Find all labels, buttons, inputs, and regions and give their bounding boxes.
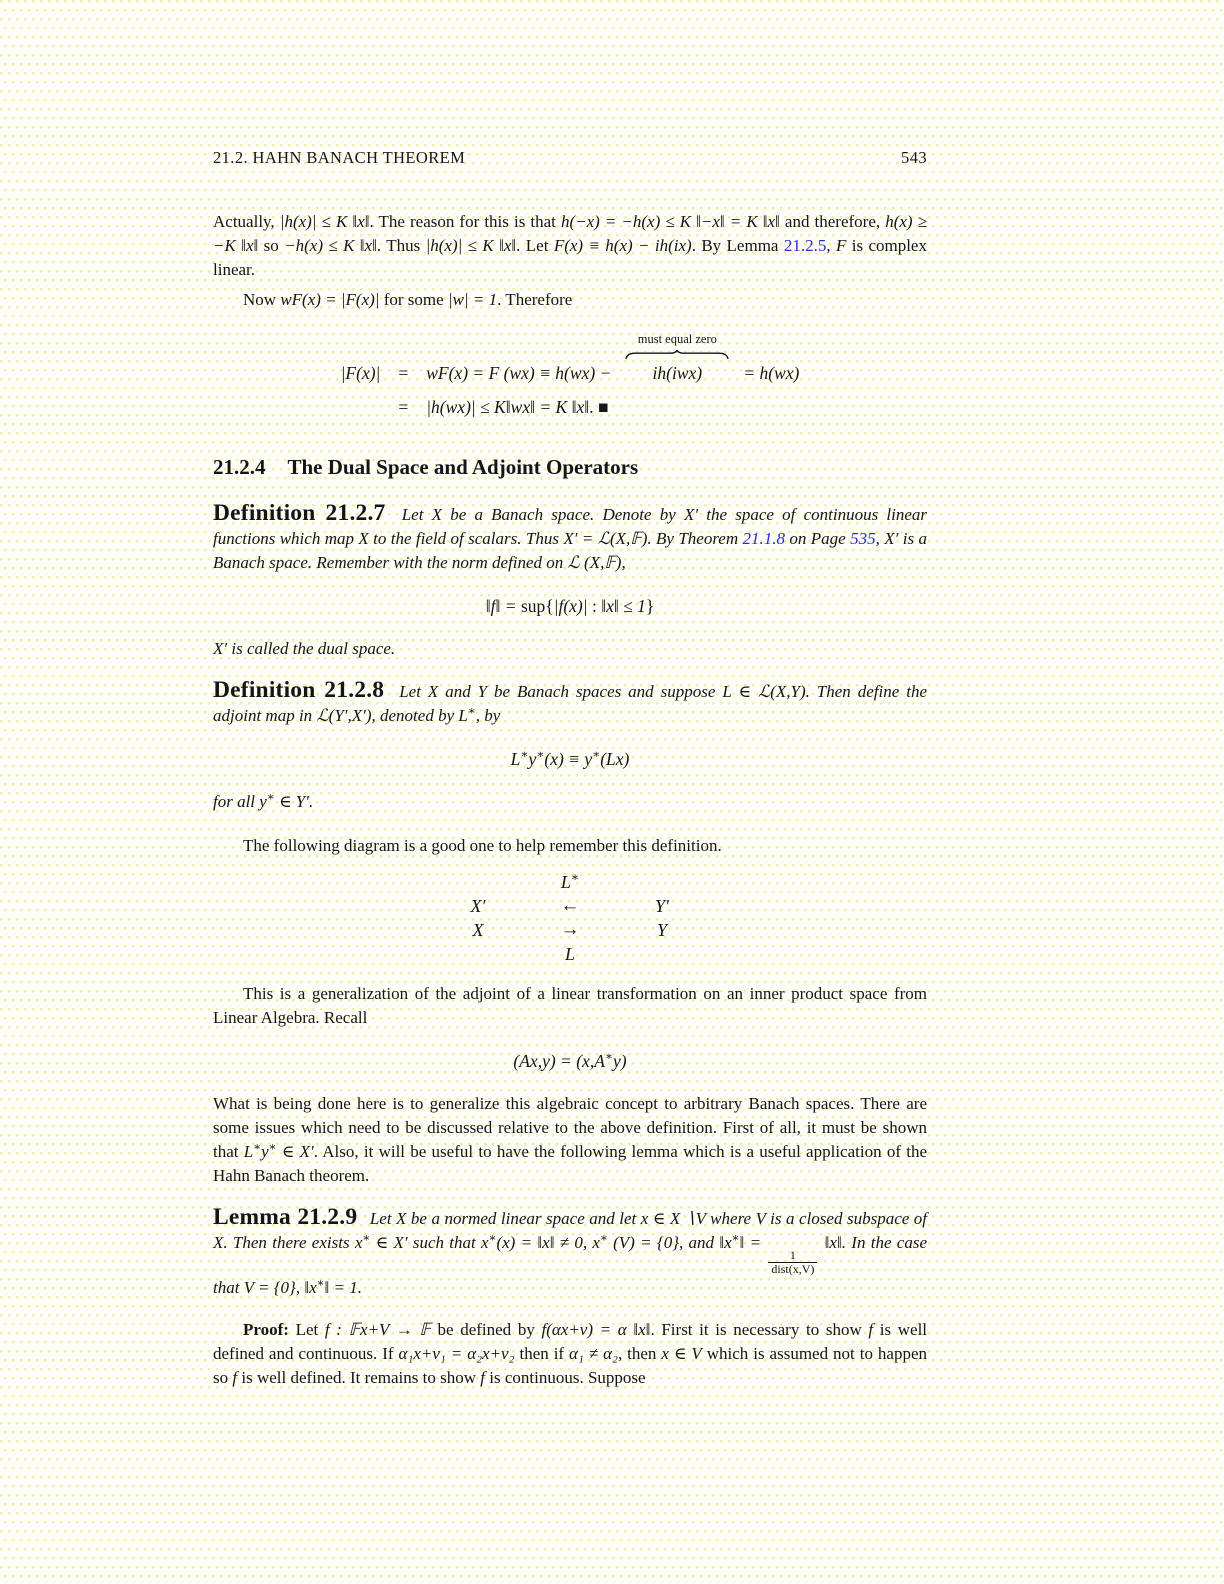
text-segment: h(−x) = −h(x) ≤ K ‖−x‖ = K ‖x‖ bbox=[560, 212, 780, 231]
text-segment: ∗ bbox=[604, 1049, 613, 1064]
display-equation-adjoint bbox=[213, 746, 927, 772]
text-segment: Proof: bbox=[243, 1319, 296, 1339]
paragraph-proof bbox=[213, 1318, 927, 1390]
paragraph-actually bbox=[213, 210, 927, 282]
text-segment: The following diagram is a good one to help remember this definition. bbox=[243, 836, 722, 855]
display-equation-inner-product bbox=[213, 1048, 927, 1074]
text-segment: h(x) ≥ −K ‖x‖ bbox=[213, 212, 927, 255]
ref-link[interactable]: 21.1.8 bbox=[742, 529, 786, 548]
equation-rhs-text bbox=[426, 395, 608, 419]
text-segment: ‖f‖ = bbox=[485, 596, 521, 616]
equation-rhs-pre bbox=[426, 361, 611, 385]
text-segment: y bbox=[261, 1142, 269, 1161]
text-segment: . By Lemma bbox=[691, 236, 784, 255]
diagram-Y: Y bbox=[656, 920, 667, 940]
text-segment: and therefore, bbox=[779, 212, 886, 231]
equation-rhs-line1 bbox=[426, 332, 799, 385]
text-segment: f bbox=[232, 1367, 238, 1387]
text-segment: (x) = ‖x‖ ≠ 0, x bbox=[496, 1233, 600, 1252]
text-segment: then if bbox=[514, 1343, 570, 1363]
text-segment: wF(x) = |F(x)| bbox=[280, 290, 380, 309]
subsection-heading bbox=[213, 453, 927, 482]
text-segment: ∈ X′ bbox=[276, 1142, 314, 1161]
text-segment: wF(x) = F (wx) ≡ h(wx) − bbox=[426, 363, 612, 383]
text-segment: |f(x)| bbox=[553, 596, 588, 616]
text-segment: Let X be a Banach space. Denote by X′ the space of continuous linear functions which map X to the field of scalars. Thus X′ = ℒ(X,𝔽). By Theorem bbox=[213, 505, 927, 548]
text-segment: is continuous. Suppose bbox=[485, 1367, 646, 1387]
definition-21-2-7 bbox=[213, 500, 927, 575]
text-segment: be defined by bbox=[430, 1319, 542, 1339]
text-segment: , bbox=[826, 236, 836, 255]
text-segment: ∗ bbox=[731, 1231, 740, 1245]
running-head-title: 21.2. HAHN BANACH THEOREM bbox=[213, 148, 466, 167]
text-segment: |h(x)| ≤ K ‖x‖ bbox=[279, 212, 370, 231]
text-segment: ‖ = 1. bbox=[324, 1277, 363, 1297]
text-segment: α₁ ≠ α₂ bbox=[569, 1343, 618, 1363]
paragraph-diagram-intro bbox=[213, 834, 927, 858]
text-segment: ∗ bbox=[520, 747, 529, 762]
text-segment: f(αx+v) = α ‖x‖ bbox=[541, 1319, 651, 1339]
paragraph-dual-space bbox=[213, 637, 927, 661]
diagram-L: L bbox=[564, 944, 575, 964]
lemma-21-2-9 bbox=[213, 1204, 927, 1300]
paragraph-generalization bbox=[213, 982, 927, 1030]
text-segment: α₁x+v₁ = α₂x+v₂ bbox=[398, 1343, 515, 1363]
definition-heading: Definition 21.2.7 bbox=[213, 500, 386, 526]
diagram-X: X bbox=[472, 920, 484, 940]
text-segment: so bbox=[258, 236, 285, 255]
overbrace-label: must equal zero bbox=[637, 332, 717, 346]
display-equation-norm bbox=[213, 593, 927, 619]
text-segment: , X′ is a Banach space. Remember with the norm defined on ℒ (X,𝔽), bbox=[213, 529, 927, 572]
text-segment: |F(x)| bbox=[340, 363, 381, 383]
lemma-heading: Lemma 21.2.9 bbox=[213, 1204, 358, 1230]
text-segment: ∈ X′ such that x bbox=[370, 1233, 489, 1252]
adjoint-diagram bbox=[213, 870, 927, 966]
definition-21-2-8 bbox=[213, 677, 927, 728]
text-segment: , by bbox=[475, 706, 501, 725]
text-segment: ∗ bbox=[599, 1231, 608, 1245]
diagram-Y-prime: Y′ bbox=[655, 896, 669, 916]
text-segment: . Thus bbox=[376, 236, 426, 255]
display-equation-eqnarray bbox=[213, 332, 927, 419]
text-block bbox=[213, 146, 927, 1390]
text-segment: y bbox=[528, 749, 537, 769]
equation-braced-term bbox=[653, 361, 703, 385]
ref-link[interactable]: 535 bbox=[850, 529, 876, 548]
text-segment: Let X be a normed linear space and let x ∈ X ∖V where V is a closed subspace of X. Then there exists x bbox=[213, 1209, 928, 1252]
text-segment: (x) ≡ y bbox=[544, 749, 593, 769]
equation-rhs-line2 bbox=[426, 395, 799, 419]
text-segment: ∗ bbox=[253, 1140, 262, 1154]
text-segment: −h(x) ≤ K ‖x‖ bbox=[284, 236, 377, 255]
text-segment: This is a generalization of the adjoint of a linear transformation on an inner product space from Linear Algebra. Recall bbox=[213, 984, 927, 1027]
definition-heading: Definition 21.2.8 bbox=[213, 677, 385, 703]
text-segment: . ■ bbox=[589, 397, 609, 417]
text-segment: x ∈ V bbox=[661, 1343, 702, 1363]
text-segment: ∗ bbox=[488, 1231, 497, 1245]
text-segment: ∗ bbox=[316, 1276, 325, 1290]
text-segment: ‖x‖ ≤ 1 bbox=[601, 596, 646, 616]
text-segment: y) bbox=[612, 1051, 627, 1071]
text-segment: F(x) ≡ h(x) − ih(ix) bbox=[553, 236, 692, 255]
overbrace-group bbox=[625, 332, 729, 385]
text-segment: (Ax,y) = (x,A bbox=[513, 1051, 605, 1071]
text-segment: (V) = {0}, and ‖x bbox=[607, 1233, 732, 1252]
overbrace-icon bbox=[625, 350, 729, 359]
text-segment: for all y bbox=[213, 792, 267, 811]
text-segment: Let X and Y be Banach spaces and suppose L ∈ ℒ(X,Y). Then define the adjoint map in ℒ(Y′,X′), denoted by L bbox=[213, 682, 928, 725]
text-segment: ∗ bbox=[536, 747, 545, 762]
text-segment: which is assumed not to happen so bbox=[213, 1343, 927, 1387]
page-number: 543 bbox=[901, 148, 927, 167]
text-segment: sup{ bbox=[520, 596, 554, 616]
text-segment: f bbox=[868, 1319, 874, 1339]
text-segment: ∗ bbox=[268, 1140, 277, 1154]
text-segment: . Therefore bbox=[497, 290, 573, 309]
ref-link[interactable]: 21.2.5 bbox=[783, 236, 827, 255]
equation-rhs-post bbox=[743, 361, 799, 385]
text-segment: Actually, bbox=[213, 212, 280, 231]
text-segment: = h(wx) bbox=[743, 363, 800, 383]
text-segment: f : 𝔽x+V → 𝔽 bbox=[324, 1319, 431, 1339]
equation-relation: = bbox=[398, 363, 409, 383]
text-segment: X′ is called the dual space. bbox=[213, 639, 396, 658]
diagram-X-prime: X′ bbox=[470, 896, 486, 916]
text-segment: on Page bbox=[785, 529, 851, 548]
right-arrow-icon: → bbox=[560, 919, 580, 940]
paragraph-now-therefore bbox=[213, 288, 927, 312]
text-segment: $\frac{1}{\text{dist(x,V)}}$ bbox=[768, 1249, 817, 1276]
text-segment: ∗ bbox=[467, 704, 476, 718]
text-segment: ih(iwx) bbox=[652, 363, 703, 383]
text-segment: What is being done here is to generalize this algebraic concept to arbitrary Banach spaces. There are some issues which need to be discussed relative to the above definition. First of all, it must be shown that bbox=[213, 1094, 927, 1161]
text-segment: L bbox=[510, 749, 521, 769]
text-segment: Now bbox=[243, 290, 281, 309]
text-segment: } bbox=[645, 596, 655, 616]
text-segment: . The reason for this is that bbox=[369, 212, 561, 231]
text-segment: |w| = 1 bbox=[447, 290, 498, 309]
paragraph-for-all bbox=[213, 790, 927, 814]
text-segment: ‖x‖. In the case that V = {0}, ‖x bbox=[213, 1233, 928, 1297]
text-segment: ∗ bbox=[592, 747, 601, 762]
text-segment: (Lx) bbox=[600, 749, 630, 769]
equation-lhs bbox=[341, 361, 381, 385]
equation-relation: = bbox=[398, 397, 409, 417]
text-segment: . Let bbox=[516, 236, 554, 255]
text-segment: . First it is necessary to show bbox=[650, 1319, 869, 1339]
text-segment: ‖ = bbox=[739, 1233, 767, 1252]
text-segment: is complex linear. bbox=[213, 236, 927, 279]
text-segment: . Also, it will be useful to have the following lemma which is a useful application of the Hahn Banach theorem. bbox=[213, 1142, 928, 1185]
text-segment: is well defined. It remains to show bbox=[237, 1367, 481, 1387]
text-segment: f bbox=[480, 1367, 485, 1387]
text-segment: F bbox=[835, 236, 847, 255]
text-segment: ∗ bbox=[266, 790, 275, 804]
text-segment: |h(x)| ≤ K ‖x‖ bbox=[425, 236, 517, 255]
subsection-number: 21.2.4 bbox=[213, 455, 266, 479]
text-segment: for some bbox=[379, 290, 448, 309]
paragraph-what-is-done bbox=[213, 1092, 927, 1188]
text-segment: : bbox=[587, 596, 602, 616]
subsection-title: The Dual Space and Adjoint Operators bbox=[287, 455, 639, 479]
text-segment: Let bbox=[295, 1319, 325, 1339]
text-segment: ∗ bbox=[362, 1231, 371, 1245]
text-segment: L bbox=[243, 1142, 254, 1161]
left-arrow-icon: ← bbox=[560, 895, 580, 916]
text-segment: ∈ Y′. bbox=[274, 792, 314, 811]
diagram-L-star: L∗ bbox=[560, 870, 580, 892]
text-segment: , then bbox=[617, 1343, 662, 1363]
text-segment: |h(wx)| ≤ K‖wx‖ = K ‖x‖ bbox=[426, 397, 590, 417]
running-head bbox=[213, 146, 927, 170]
text-segment: is well defined and continuous. If bbox=[213, 1319, 928, 1363]
